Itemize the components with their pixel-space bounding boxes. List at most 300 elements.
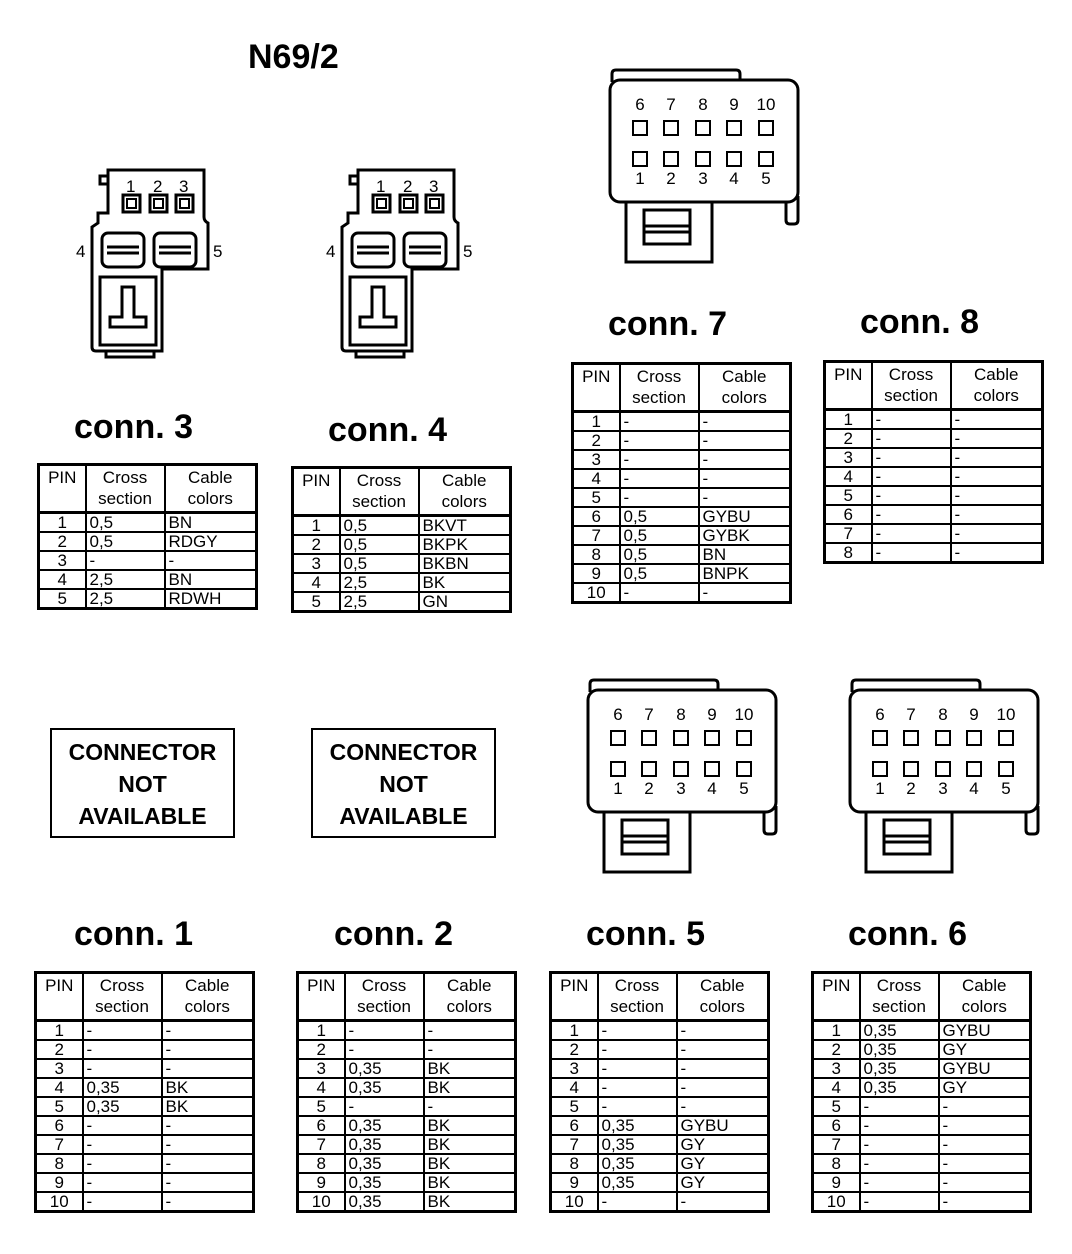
table-row [551, 1059, 769, 1078]
table-row [298, 1021, 516, 1041]
large-latch [866, 812, 952, 872]
table-row [573, 488, 791, 507]
cross-section-cell: 0,35 [83, 1097, 162, 1116]
colors-header-line-1: Cable [962, 976, 1007, 995]
colors-header-line-2: colors [184, 997, 230, 1016]
pin-label-6: 6 [613, 705, 623, 724]
cross-section-cell: - [860, 1173, 939, 1192]
table-header-row [573, 364, 791, 412]
table-row [825, 410, 1043, 430]
colors-header-line-1: Cable [447, 976, 492, 995]
large-latch [604, 812, 690, 872]
pin-label-4: 4 [969, 779, 979, 798]
table-row [573, 469, 791, 488]
pin-cell: 3 [573, 450, 620, 469]
table-row [39, 551, 257, 570]
colors-header-line-2: colors [446, 997, 492, 1016]
table-row [825, 448, 1043, 467]
table-row [813, 1059, 1031, 1078]
cross-section-cell: - [598, 1097, 677, 1116]
conn3-drawing [70, 165, 230, 360]
cross-header-line-2: section [95, 997, 149, 1016]
pin-cell: 1 [813, 1021, 860, 1041]
pin-header-label: PIN [45, 976, 74, 995]
cross-section-cell: - [872, 448, 951, 467]
pin-label-3: 3 [676, 779, 686, 798]
pin-cell: 4 [813, 1078, 860, 1097]
cable-color-cell: - [939, 1173, 1031, 1192]
cable-color-cell: - [424, 1040, 516, 1059]
pin-cell: 7 [298, 1135, 345, 1154]
cross-section-header [83, 973, 162, 1021]
cross-section-cell: 0,5 [620, 507, 699, 526]
table-header-row [813, 973, 1031, 1021]
pin-label-2: 2 [666, 169, 676, 188]
cross-section-cell: - [83, 1154, 162, 1173]
cable-color-cell: BN [165, 570, 257, 589]
table-row [36, 1192, 254, 1212]
pin-cell: 2 [825, 429, 872, 448]
cross-header-line-1: Cross [361, 976, 407, 995]
table-header-row [36, 973, 254, 1021]
table-row [293, 554, 511, 573]
cross-section-cell: - [598, 1021, 677, 1041]
cable-color-cell: - [699, 488, 791, 507]
pin-header [551, 973, 598, 1021]
cable-color-cell: BK [424, 1059, 516, 1078]
cross-section-cell: - [83, 1173, 162, 1192]
page-title: N69/2 [248, 38, 339, 76]
cross-section-cell: 0,5 [620, 526, 699, 545]
pin-cell: 4 [573, 469, 620, 488]
pin-header-label: PIN [302, 471, 331, 490]
pin-cell: 9 [36, 1173, 83, 1192]
cable-color-cell: - [424, 1021, 516, 1041]
cable-color-cell: BKPK [419, 535, 511, 554]
table-row [36, 1021, 254, 1041]
pin-cell: 3 [298, 1059, 345, 1078]
cross-section-cell: - [872, 524, 951, 543]
table-row [298, 1192, 516, 1212]
colors-header-line-2: colors [441, 492, 487, 511]
cable-color-cell: BNPK [699, 564, 791, 583]
cable-color-cell: - [939, 1154, 1031, 1173]
cross-section-header [345, 973, 424, 1021]
cable-color-cell: GYBU [939, 1021, 1031, 1041]
na-line-3: AVAILABLE [339, 803, 468, 829]
cross-header-line-1: Cross [876, 976, 922, 995]
pin-header-label: PIN [582, 367, 611, 386]
pin-label-2: 2 [403, 177, 413, 196]
pin-cell: 7 [825, 524, 872, 543]
pin-header [36, 973, 83, 1021]
large-pin-sockets [611, 731, 751, 776]
pin-cell: 8 [298, 1154, 345, 1173]
large-pin-sockets [873, 731, 1013, 776]
pin-label-8: 8 [676, 705, 686, 724]
cable-color-cell: - [162, 1116, 254, 1135]
large-pin-sockets [633, 121, 773, 166]
pin-cell: 10 [551, 1192, 598, 1212]
table-row [825, 543, 1043, 563]
pin-cell: 2 [39, 532, 86, 551]
cable-color-cell: - [951, 524, 1043, 543]
cross-section-cell: - [345, 1097, 424, 1116]
conn5-drawing [578, 676, 788, 876]
pin-cell: 10 [36, 1192, 83, 1212]
pin-label-6: 6 [875, 705, 885, 724]
pin-label-9: 9 [729, 95, 739, 114]
pin-label-1: 1 [376, 177, 386, 196]
pin-cell: 2 [573, 431, 620, 450]
pin-label-3: 3 [698, 169, 708, 188]
conn3-title: conn. 3 [74, 408, 194, 446]
cable-color-cell: GYBK [699, 526, 791, 545]
cable-color-cell: - [951, 410, 1043, 430]
pin-cell: 9 [813, 1173, 860, 1192]
pin-label-4: 4 [76, 242, 86, 261]
conn7-pin-table [571, 362, 792, 604]
pin-header [39, 465, 86, 513]
table-header-row [298, 973, 516, 1021]
pin-cell: 1 [36, 1021, 83, 1041]
pin-cell: 7 [36, 1135, 83, 1154]
conn4-title: conn. 4 [328, 411, 448, 449]
table-row [825, 486, 1043, 505]
pin-cell: 3 [39, 551, 86, 570]
cross-section-cell: - [598, 1040, 677, 1059]
cross-section-cell: - [620, 488, 699, 507]
cross-section-cell: - [872, 505, 951, 524]
cable-color-cell: GY [677, 1135, 769, 1154]
pin-cell: 6 [36, 1116, 83, 1135]
na-line-1: CONNECTOR [68, 739, 217, 765]
conn4-pin-table [291, 466, 512, 613]
pin-cell: 7 [551, 1135, 598, 1154]
cable-color-cell: - [162, 1059, 254, 1078]
cable-color-cell: - [939, 1116, 1031, 1135]
table-row [298, 1116, 516, 1135]
pin-cell: 3 [36, 1059, 83, 1078]
pin-cell: 3 [825, 448, 872, 467]
cross-section-cell: 2,5 [340, 573, 419, 592]
pin-cell: 3 [551, 1059, 598, 1078]
cross-section-cell: - [345, 1040, 424, 1059]
table-row [573, 526, 791, 545]
pin-label-4: 4 [326, 242, 336, 261]
cable-color-cell: - [699, 469, 791, 488]
table-row [36, 1097, 254, 1116]
table-header-row [293, 468, 511, 516]
table-row [573, 507, 791, 526]
colors-header-line-2: colors [699, 997, 745, 1016]
conn2-not-available [311, 728, 496, 838]
pin-cell: 1 [298, 1021, 345, 1041]
pin-label-4: 4 [707, 779, 717, 798]
cross-section-cell: 0,35 [345, 1154, 424, 1173]
pin-label-9: 9 [969, 705, 979, 724]
table-row [293, 516, 511, 536]
cable-color-cell: - [162, 1040, 254, 1059]
pin-cell: 4 [36, 1078, 83, 1097]
cable-colors-header [419, 468, 511, 516]
pin-cell: 4 [551, 1078, 598, 1097]
table-row [825, 429, 1043, 448]
table-row [298, 1040, 516, 1059]
cable-color-cell: BK [424, 1173, 516, 1192]
cross-section-cell: - [83, 1021, 162, 1041]
cross-section-cell: - [620, 469, 699, 488]
pin-cell: 8 [36, 1154, 83, 1173]
cable-color-cell: RDGY [165, 532, 257, 551]
table-row [298, 1097, 516, 1116]
cross-section-cell: 0,35 [345, 1135, 424, 1154]
conn6-pin-table [811, 971, 1032, 1213]
cable-color-cell: - [939, 1097, 1031, 1116]
cross-section-cell: 2,5 [340, 592, 419, 612]
cable-color-cell: - [951, 486, 1043, 505]
cable-color-cell: - [699, 450, 791, 469]
pin-cell: 6 [573, 507, 620, 526]
pin-cell: 5 [825, 486, 872, 505]
pin-header-label: PIN [834, 365, 863, 384]
cable-color-cell: - [951, 543, 1043, 563]
cross-section-cell: 0,5 [620, 545, 699, 564]
cable-color-cell: - [424, 1097, 516, 1116]
cross-section-cell: - [860, 1097, 939, 1116]
table-row [298, 1078, 516, 1097]
table-row [39, 513, 257, 533]
table-row [293, 535, 511, 554]
pin-cell: 8 [551, 1154, 598, 1173]
pin-cell: 5 [36, 1097, 83, 1116]
pin-cell: 4 [39, 570, 86, 589]
colors-header-line-1: Cable [442, 471, 487, 490]
pin-cell: 6 [813, 1116, 860, 1135]
pin-label-7: 7 [644, 705, 654, 724]
pin-cell: 5 [551, 1097, 598, 1116]
pin-cell: 5 [39, 589, 86, 609]
colors-header-line-1: Cable [188, 468, 233, 487]
cable-colors-header [162, 973, 254, 1021]
pin-cell: 1 [825, 410, 872, 430]
cross-section-cell: 0,35 [345, 1059, 424, 1078]
cross-section-cell: - [598, 1078, 677, 1097]
small-top-pin-sockets [373, 195, 443, 212]
pin-label-1: 1 [875, 779, 885, 798]
cross-section-cell: 0,35 [345, 1192, 424, 1212]
cross-section-cell: 0,5 [86, 513, 165, 533]
cable-color-cell: BK [424, 1154, 516, 1173]
cross-section-cell: - [860, 1135, 939, 1154]
cable-color-cell: GYBU [939, 1059, 1031, 1078]
cross-section-cell: 0,35 [83, 1078, 162, 1097]
cross-section-cell: 2,5 [86, 570, 165, 589]
cross-section-cell: 0,35 [598, 1116, 677, 1135]
pin-cell: 6 [825, 505, 872, 524]
pin-label-5: 5 [761, 169, 771, 188]
cable-color-cell: GY [939, 1040, 1031, 1059]
pin-header-label: PIN [560, 976, 589, 995]
cross-section-cell: - [860, 1116, 939, 1135]
cross-header-line-2: section [357, 997, 411, 1016]
cable-color-cell: - [677, 1059, 769, 1078]
cross-section-cell: 0,5 [340, 516, 419, 536]
table-row [551, 1078, 769, 1097]
pin-cell: 2 [298, 1040, 345, 1059]
table-row [551, 1021, 769, 1041]
pin-cell: 7 [813, 1135, 860, 1154]
pin-label-3: 3 [938, 779, 948, 798]
pin-cell: 3 [293, 554, 340, 573]
table-row [551, 1154, 769, 1173]
pin-header [813, 973, 860, 1021]
cable-color-cell: BN [699, 545, 791, 564]
cross-section-cell: - [620, 583, 699, 603]
cross-header-line-1: Cross [99, 976, 145, 995]
cross-header-line-1: Cross [102, 468, 148, 487]
small-latch [350, 277, 406, 345]
cross-section-cell: 0,35 [860, 1059, 939, 1078]
pin-label-2: 2 [153, 177, 163, 196]
conn5-pin-table [549, 971, 770, 1213]
cable-color-cell: - [677, 1021, 769, 1041]
pin-label-7: 7 [906, 705, 916, 724]
cross-section-cell: - [872, 467, 951, 486]
pin-header [293, 468, 340, 516]
cross-section-cell: 0,35 [598, 1173, 677, 1192]
cross-section-cell: 0,35 [860, 1040, 939, 1059]
pin-cell: 9 [551, 1173, 598, 1192]
pin-header-label: PIN [307, 976, 336, 995]
pin-label-10: 10 [756, 95, 776, 114]
conn2-title: conn. 2 [334, 915, 454, 953]
cable-color-cell: BK [162, 1078, 254, 1097]
pin-cell: 5 [298, 1097, 345, 1116]
table-row [39, 589, 257, 609]
large-latch [626, 202, 712, 262]
colors-header-line-1: Cable [974, 365, 1019, 384]
table-row [293, 592, 511, 612]
cross-header-line-2: section [98, 489, 152, 508]
colors-header-line-1: Cable [700, 976, 745, 995]
table-row [551, 1040, 769, 1059]
cross-section-cell: 0,35 [860, 1021, 939, 1041]
pin-cell: 8 [813, 1154, 860, 1173]
table-row [551, 1097, 769, 1116]
cross-section-cell: - [598, 1192, 677, 1212]
cable-color-cell: GY [677, 1173, 769, 1192]
table-row [573, 431, 791, 450]
cable-color-cell: - [939, 1192, 1031, 1212]
pin-cell: 4 [825, 467, 872, 486]
cross-section-cell: 0,5 [340, 554, 419, 573]
table-row [573, 450, 791, 469]
table-row [298, 1135, 516, 1154]
pin-label-5: 5 [1001, 779, 1011, 798]
colors-header-line-2: colors [973, 386, 1019, 405]
conn3-pin-table [37, 463, 258, 610]
pin-label-5: 5 [739, 779, 749, 798]
cross-header-line-1: Cross [356, 471, 402, 490]
cable-color-cell: - [951, 429, 1043, 448]
conn7-drawing [600, 66, 810, 266]
conn2-pin-table [296, 971, 517, 1213]
cable-color-cell: GYBU [677, 1116, 769, 1135]
cable-color-cell: - [677, 1078, 769, 1097]
pin-label-1: 1 [613, 779, 623, 798]
table-row [551, 1173, 769, 1192]
cable-color-cell: BN [165, 513, 257, 533]
table-row [36, 1135, 254, 1154]
large-connector-body [588, 680, 776, 834]
pin-header [825, 362, 872, 410]
cable-colors-header [951, 362, 1043, 410]
cross-section-cell: 0,35 [345, 1116, 424, 1135]
table-row [813, 1097, 1031, 1116]
pin-label-8: 8 [698, 95, 708, 114]
colors-header-line-2: colors [187, 489, 233, 508]
small-top-pin-sockets [123, 195, 193, 212]
large-connector-body [610, 70, 798, 224]
cross-section-cell: 0,5 [620, 564, 699, 583]
cross-section-cell: 0,35 [598, 1135, 677, 1154]
pin-cell: 1 [551, 1021, 598, 1041]
cable-color-cell: BKBN [419, 554, 511, 573]
cable-color-cell: - [699, 431, 791, 450]
cable-color-cell: - [699, 412, 791, 432]
cable-color-cell: - [677, 1097, 769, 1116]
table-header-row [39, 465, 257, 513]
cross-header-line-2: section [610, 997, 664, 1016]
cross-section-cell: - [86, 551, 165, 570]
cable-color-cell: - [699, 583, 791, 603]
table-row [813, 1154, 1031, 1173]
table-row [39, 532, 257, 551]
pin-header-label: PIN [822, 976, 851, 995]
na-line-1: CONNECTOR [329, 739, 478, 765]
table-row [573, 564, 791, 583]
conn1-pin-table [34, 971, 255, 1213]
cable-color-cell: RDWH [165, 589, 257, 609]
cross-header-line-2: section [872, 997, 926, 1016]
colors-header-line-2: colors [721, 388, 767, 407]
cable-color-cell: - [951, 448, 1043, 467]
conn1-title: conn. 1 [74, 915, 194, 953]
table-row [298, 1154, 516, 1173]
pin-cell: 8 [825, 543, 872, 563]
cross-section-header [340, 468, 419, 516]
pin-cell: 4 [298, 1078, 345, 1097]
table-row [825, 524, 1043, 543]
table-row [551, 1135, 769, 1154]
pin-header [298, 973, 345, 1021]
na-line-3: AVAILABLE [78, 803, 207, 829]
pin-cell: 9 [573, 564, 620, 583]
cross-section-cell: - [83, 1116, 162, 1135]
conn6-drawing [840, 676, 1050, 876]
cross-header-line-1: Cross [614, 976, 660, 995]
table-row [551, 1116, 769, 1135]
table-row [36, 1154, 254, 1173]
table-row [813, 1192, 1031, 1212]
cable-color-cell: GN [419, 592, 511, 612]
table-row [813, 1040, 1031, 1059]
pin-cell: 1 [39, 513, 86, 533]
cable-color-cell: GY [677, 1154, 769, 1173]
pin-cell: 7 [573, 526, 620, 545]
cable-colors-header [677, 973, 769, 1021]
